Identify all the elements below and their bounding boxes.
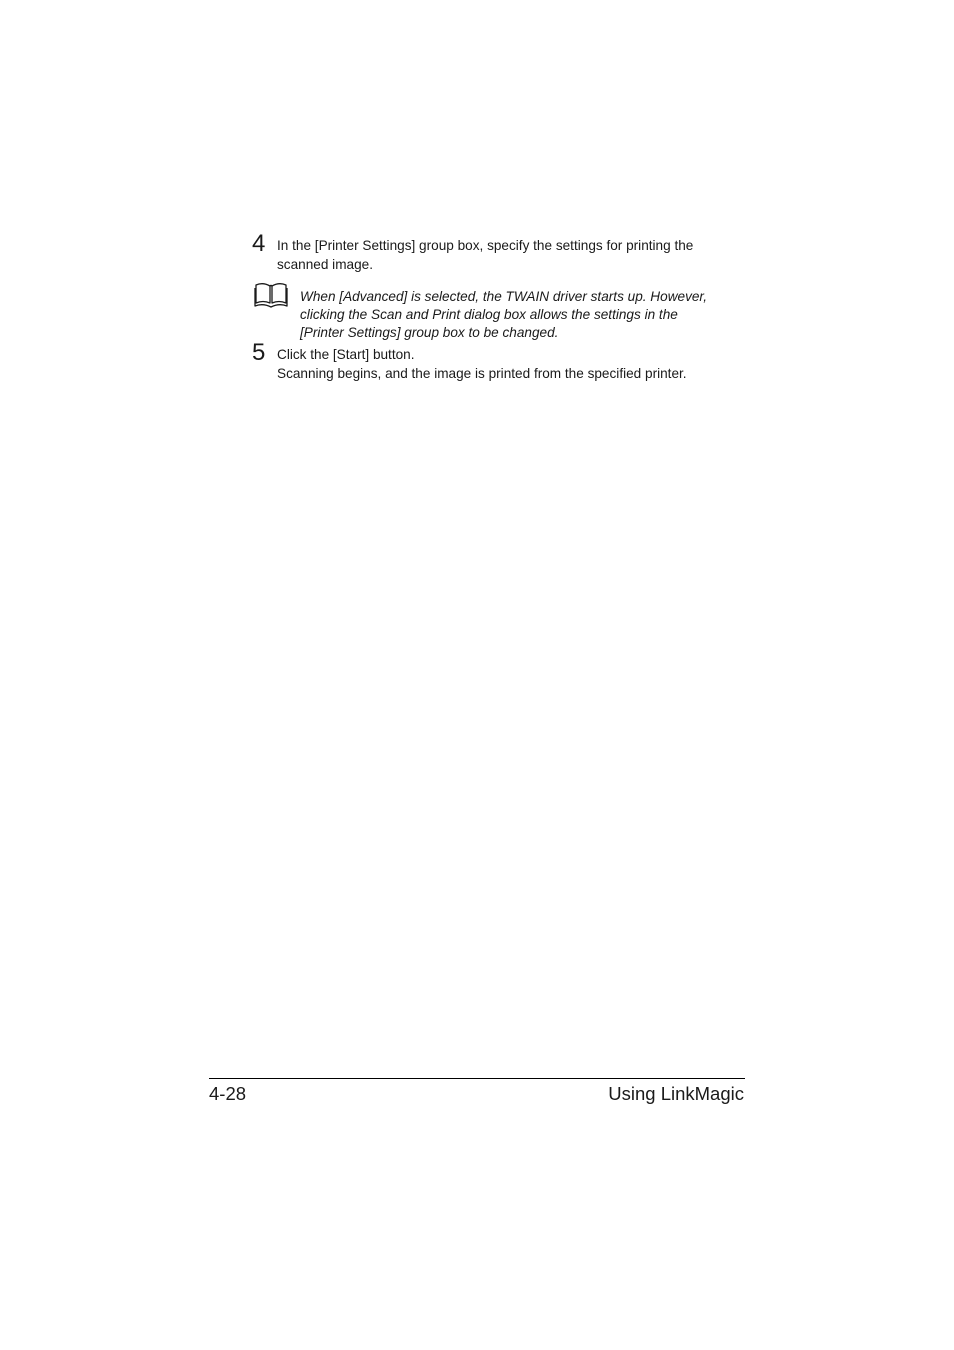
- footer-divider: [209, 1078, 745, 1079]
- step-number: 4: [252, 230, 266, 257]
- step-text-line: Click the [Start] button.: [277, 347, 415, 362]
- step-number: 5: [252, 339, 266, 366]
- note-text-line: clicking the Scan and Print dialog box allows the settings in the: [300, 306, 678, 322]
- note-text-line: When [Advanced] is selected, the TWAIN driver starts up. However,: [300, 289, 707, 304]
- note-text-line: [Printer Settings] group box to be changed.: [300, 324, 559, 340]
- step-text-line: scanned image.: [277, 256, 373, 272]
- book-icon: [254, 282, 288, 308]
- section-title: Using LinkMagic: [608, 1083, 744, 1104]
- step-text: [277, 237, 742, 274]
- page-number: 4-28: [209, 1083, 247, 1104]
- step-text: [277, 346, 742, 383]
- note-text: [300, 288, 740, 341]
- step-text-line: In the [Printer Settings] group box, specify the settings for printing the: [277, 238, 694, 253]
- step-text-line: Scanning begins, and the image is printed from the specified printer.: [277, 365, 687, 381]
